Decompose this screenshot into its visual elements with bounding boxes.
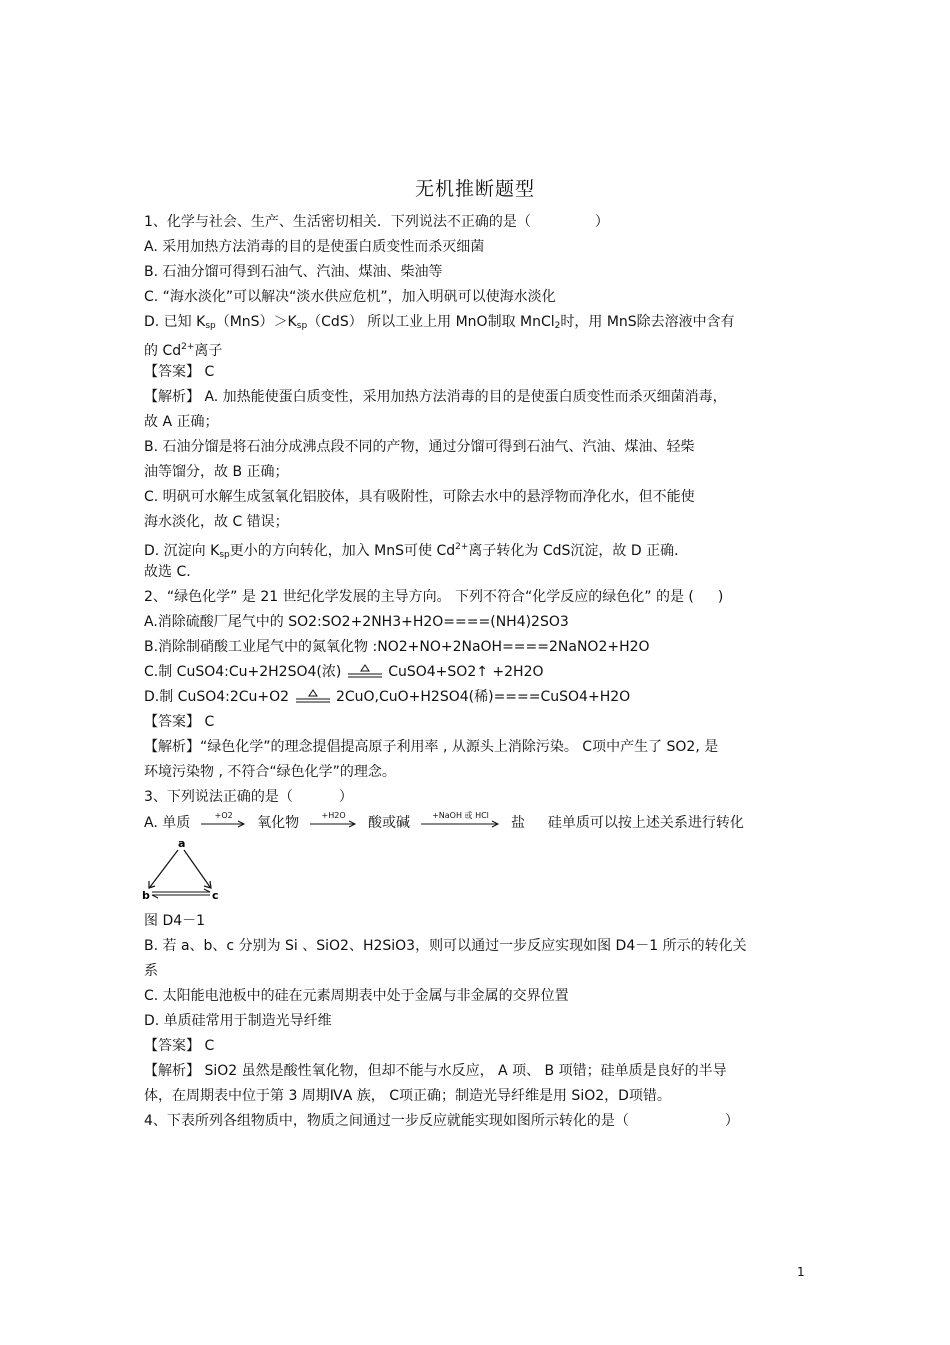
q1-option-a: A. 采用加热方法消毒的目的是使蛋白质变性而杀灭细菌 <box>144 239 485 255</box>
edge-a-b <box>150 850 178 887</box>
q1-answer: 【答案】 C <box>144 364 215 380</box>
q2-option-a: A.消除硫酸厂尾气中的 SO2:SO2+2NH3+H2O====(NH4)2SO3 <box>144 614 569 630</box>
page-number: 1 <box>797 1265 805 1279</box>
q1-explanation-3: B. 石油分馏是将石油分成沸点段不同的产物，通过分馏可得到石油气、汽油、煤油、轻柴 <box>144 439 695 455</box>
heat-equals-icon <box>346 663 384 681</box>
q1-option-d-cont: 的 $Cd^{2+}$离子 <box>144 342 223 359</box>
q1-option-c: C. “海水淡化”可以解决“淡水供应危机”，加入明矾可以使海水淡化 <box>144 289 556 305</box>
node-a-label: a <box>178 838 186 850</box>
q1-explanation-1: 【解析】 A. 加热能使蛋白质变性，采用加热方法消毒的目的是使蛋白质变性而杀灭细菌消毒， <box>144 389 727 405</box>
q1-option-d: D. 已知 $K_{sp}(MnS)>K_{sp}(CdS)$ 所以工业上用 MnO制取 MnCl$_2$时，用 MnS除去溶液中含有 <box>144 314 735 331</box>
q3-option-b-cont: 系 <box>144 963 158 979</box>
q2-option-b: B.消除制硝酸工业尾气中的氮氧化物 :NO2+NO+2NaOH====2NaNO2+H2O <box>144 639 650 655</box>
arrow-icon: +O2 <box>201 816 247 830</box>
q2-explanation-1: 【解析】“绿色化学”的理念提倡提高原子利用率 , 从源头上消除污染。 C项中产生了 SO2, 是 <box>144 739 719 755</box>
q2-option-c: C.制 CuSO4:Cu+2H2SO4(浓) CuSO4+SO2↑ +2H2O <box>144 664 544 680</box>
q3-answer: 【答案】 C <box>144 1038 215 1054</box>
q1-explanation-8: 故选 C. <box>144 564 191 580</box>
q3-option-a: A. 单质 +O2 氧化物 +H2O 酸或碱 +NaOH 或 HCl 盐 硅单质可以按上述关系进行转化 <box>144 811 744 831</box>
q4-stem: 4、下表所列各组物质中，物质之间通过一步反应就能实现如图所示转化的是（ ） <box>144 1113 739 1129</box>
q2-explanation-2: 环境污染物 , 不符合“绿色化学”的理念。 <box>144 764 396 780</box>
node-b-label: b <box>142 889 150 902</box>
q2-answer: 【答案】 C <box>144 714 215 730</box>
q1-explanation-6: 海水淡化，故 C 错误； <box>144 514 289 530</box>
q2-option-d: D.制 CuSO4:2Cu+O2 2CuO,CuO+H2SO4(稀)====CuSO4+H2O <box>144 689 631 705</box>
edge-a-c <box>184 850 210 887</box>
arrow-icon: +H2O <box>310 816 358 830</box>
q3-stem: 3、下列说法正确的是（ ） <box>144 789 353 805</box>
q1-stem: 1、化学与社会、生产、生活密切相关．下列说法不正确的是（ ） <box>144 214 609 230</box>
q1-explanation-4: 油等馏分，故 B 正确； <box>144 464 289 480</box>
q3-explanation-2: 体，在周期表中位于第 3 周期ⅣA 族， C项正确；制造光导纤维是用 SiO2，D项错。 <box>144 1088 671 1104</box>
q2-stem: 2、“绿色化学” 是 21 世纪化学发展的主导方向。 下列不符合“化学反应的绿色化” 的是 ( ) <box>144 589 724 605</box>
q3-explanation-1: 【解析】 SiO2 虽然是酸性氧化物，但却不能与水反应， A 项、 B 项错；硅单质是良好的半导 <box>144 1063 727 1079</box>
q3-option-d: D. 单质硅常用于制造光导纤维 <box>144 1013 332 1029</box>
q1-explanation-7: D. 沉淀向 $K_{sp}$更小的方向转化，加入 MnS可使 $Cd^{2+}$离子转化为 CdS沉淀，故 D 正确． <box>144 542 689 560</box>
q1-explanation-2: 故 A 正确； <box>144 414 219 430</box>
triangle-diagram <box>140 838 224 904</box>
heat-equals-icon <box>294 688 332 706</box>
figure-caption: 图 D4－1 <box>144 913 206 929</box>
q1-option-b: B. 石油分馏可得到石油气、汽油、煤油、柴油等 <box>144 264 443 280</box>
q1-explanation-5: C. 明矾可水解生成氢氧化铝胶体，具有吸附性，可除去水中的悬浮物而净化水，但不能使 <box>144 489 695 505</box>
q3-option-b: B. 若 a、b、c 分别为 Si 、SiO2、H2SiO3，则可以通过一步反应实现如图 D4－1 所示的转化关 <box>144 938 747 954</box>
q3-option-c: C. 太阳能电池板中的硅在元素周期表中处于金属与非金属的交界位置 <box>144 988 569 1004</box>
node-c-label: c <box>212 889 219 902</box>
page-title: 无机推断题型 <box>414 178 535 200</box>
arrow-icon: +NaOH 或 HCl <box>421 816 501 830</box>
